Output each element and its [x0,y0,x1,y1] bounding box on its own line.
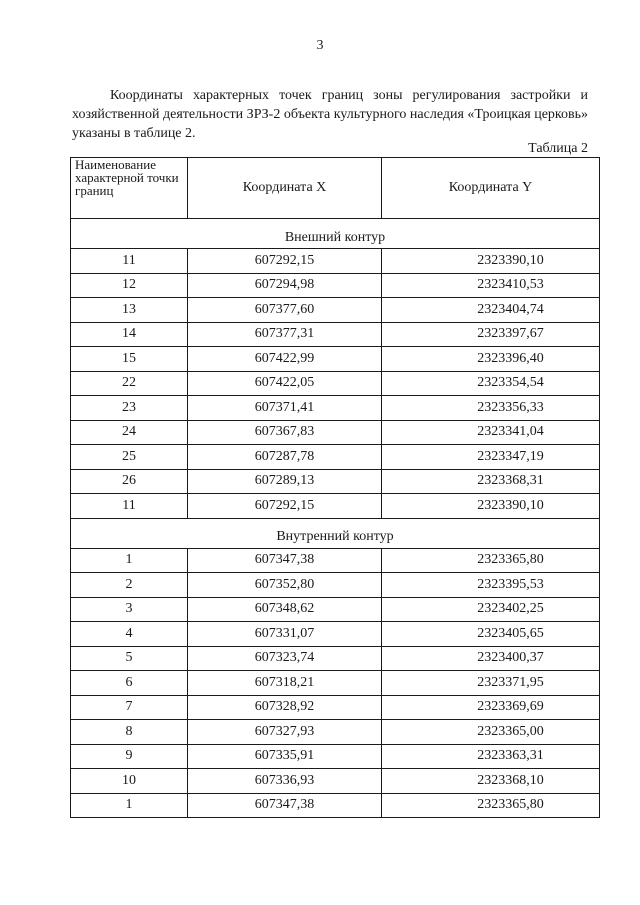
cell-point-name: 3 [71,597,188,622]
cell-point-name: 12 [71,273,188,298]
table-row [71,469,600,494]
section-spacer-row [71,518,600,527]
cell-point-name: 1 [71,793,188,818]
cell-point-name: 13 [71,298,188,323]
cell-coordinate-y: 2323400,37 [382,646,600,671]
cell-coordinate-x: 607348,62 [188,597,382,622]
table-row [71,720,600,745]
cell-coordinate-y: 2323365,00 [382,720,600,745]
section-title: Внутренний контур [71,527,600,549]
cell-point-name: 25 [71,445,188,470]
cell-coordinate-y: 2323369,69 [382,695,600,720]
cell-coordinate-y: 2323396,40 [382,347,600,372]
cell-coordinate-y: 2323365,80 [382,793,600,818]
section-spacer-row [71,219,600,228]
table-row [71,548,600,573]
cell-coordinate-x: 607294,98 [188,273,382,298]
page-number: 3 [316,38,324,53]
cell-point-name: 26 [71,469,188,494]
table-row [71,249,600,274]
coordinates-table [70,157,600,818]
section-title-row [71,227,600,249]
cell-point-name: 6 [71,671,188,696]
table-caption: Таблица 2 [528,141,588,156]
header-coordinate-y: Координата Y [382,158,600,219]
cell-point-name: 14 [71,322,188,347]
header-coordinate-x: Координата X [188,158,382,219]
table-row [71,371,600,396]
cell-coordinate-y: 2323390,10 [382,249,600,274]
cell-point-name: 15 [71,347,188,372]
table-row [71,445,600,470]
cell-coordinate-x: 607377,60 [188,298,382,323]
cell-point-name: 11 [71,494,188,519]
cell-coordinate-x: 607327,93 [188,720,382,745]
cell-coordinate-y: 2323371,95 [382,671,600,696]
intro-paragraph: Координаты характерных точек границ зоны регулирования застройки и хозяйственной деятельности ЗРЗ-2 объекта культурного наследия «Троицкая церковь» указаны в таблице 2. [72,88,588,141]
table-row [71,322,600,347]
section-title-row [71,527,600,549]
cell-coordinate-y: 2323356,33 [382,396,600,421]
table-row [71,396,600,421]
cell-coordinate-x: 607377,31 [188,322,382,347]
cell-coordinate-x: 607328,92 [188,695,382,720]
table-row [71,793,600,818]
cell-coordinate-x: 607318,21 [188,671,382,696]
table-header-row [71,158,600,219]
cell-point-name: 23 [71,396,188,421]
table-row [71,597,600,622]
cell-coordinate-x: 607292,15 [188,249,382,274]
cell-point-name: 9 [71,744,188,769]
cell-point-name: 22 [71,371,188,396]
cell-point-name: 7 [71,695,188,720]
table-row [71,420,600,445]
cell-point-name: 2 [71,573,188,598]
cell-point-name: 11 [71,249,188,274]
table-body [71,219,600,818]
table-row [71,769,600,794]
cell-coordinate-x: 607347,38 [188,548,382,573]
cell-point-name: 10 [71,769,188,794]
cell-coordinate-x: 607292,15 [188,494,382,519]
table-row [71,744,600,769]
cell-coordinate-x: 607367,83 [188,420,382,445]
cell-point-name: 24 [71,420,188,445]
cell-coordinate-x: 607347,38 [188,793,382,818]
cell-coordinate-y: 2323365,80 [382,548,600,573]
cell-coordinate-y: 2323405,65 [382,622,600,647]
table-row [71,494,600,519]
table-row [71,273,600,298]
section-spacer [71,219,600,228]
table-row [71,646,600,671]
cell-coordinate-x: 607335,91 [188,744,382,769]
table-row [71,347,600,372]
cell-coordinate-y: 2323397,67 [382,322,600,347]
table-row [71,298,600,323]
cell-point-name: 8 [71,720,188,745]
cell-coordinate-x: 607422,05 [188,371,382,396]
cell-coordinate-x: 607323,74 [188,646,382,671]
table-row [71,695,600,720]
cell-coordinate-x: 607371,41 [188,396,382,421]
cell-coordinate-y: 2323410,53 [382,273,600,298]
cell-coordinate-y: 2323363,31 [382,744,600,769]
cell-point-name: 4 [71,622,188,647]
cell-coordinate-y: 2323395,53 [382,573,600,598]
cell-coordinate-x: 607422,99 [188,347,382,372]
cell-coordinate-y: 2323404,74 [382,298,600,323]
section-title: Внешний контур [71,227,600,249]
cell-coordinate-y: 2323354,54 [382,371,600,396]
cell-coordinate-y: 2323368,31 [382,469,600,494]
table-row [71,622,600,647]
cell-coordinate-x: 607352,80 [188,573,382,598]
cell-coordinate-x: 607289,13 [188,469,382,494]
table-row [71,573,600,598]
cell-coordinate-y: 2323341,04 [382,420,600,445]
cell-point-name: 5 [71,646,188,671]
cell-coordinate-x: 607287,78 [188,445,382,470]
cell-coordinate-y: 2323402,25 [382,597,600,622]
section-spacer [71,518,600,527]
cell-point-name: 1 [71,548,188,573]
cell-coordinate-y: 2323368,10 [382,769,600,794]
cell-coordinate-x: 607336,93 [188,769,382,794]
header-point-name: Наименование характерной точки границ [71,158,188,219]
cell-coordinate-y: 2323390,10 [382,494,600,519]
table-row [71,671,600,696]
cell-coordinate-x: 607331,07 [188,622,382,647]
cell-coordinate-y: 2323347,19 [382,445,600,470]
